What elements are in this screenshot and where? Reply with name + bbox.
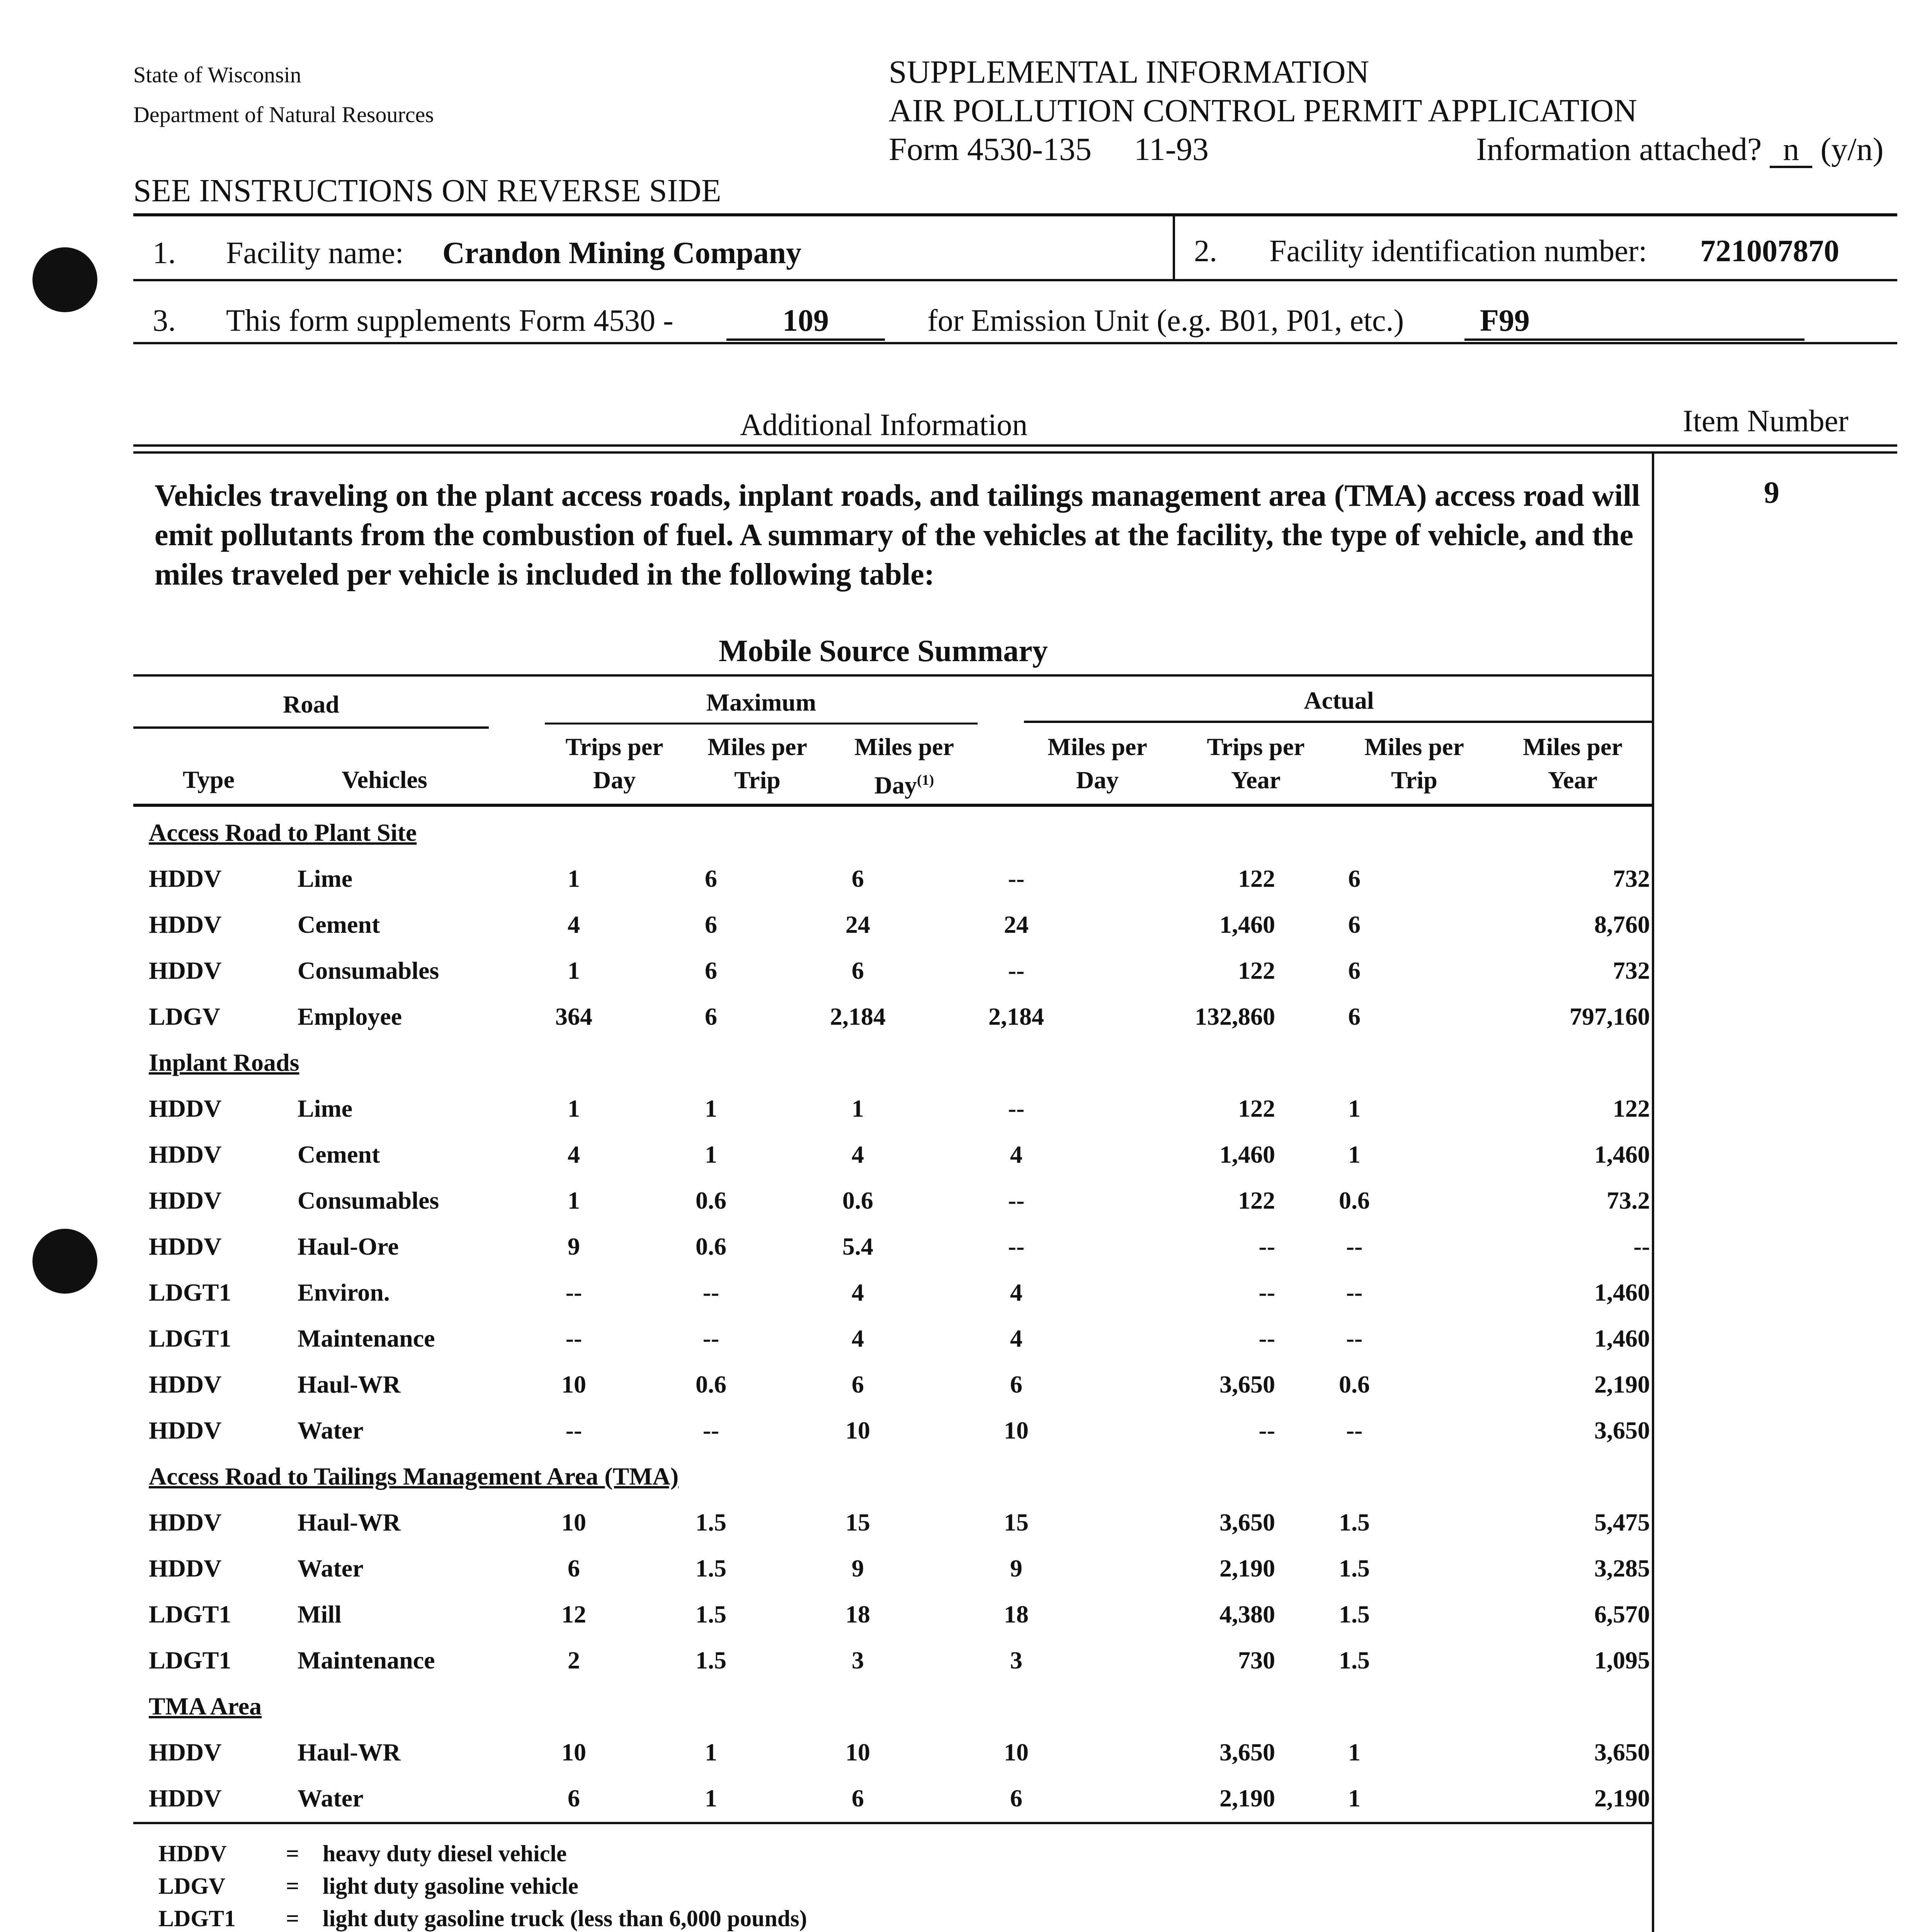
cell-max-miles-per-day: 2,184 [830, 1002, 886, 1030]
cell-vehicle: Haul-Ore [298, 1232, 399, 1260]
cell-type: LDGT1 [149, 1646, 231, 1674]
cell-vehicle: Maintenance [298, 1646, 435, 1674]
additional-info-heading: Additional Information [740, 408, 1028, 442]
cell-type: HDDV [149, 1554, 222, 1582]
footnote-ref: (1) [917, 772, 934, 788]
cell-type: HDDV [149, 910, 222, 938]
table-row [149, 1545, 1650, 1591]
table-row [149, 1223, 1650, 1269]
table-row [149, 1131, 1650, 1177]
legend-abbr: HDDV [158, 1841, 227, 1866]
cell-max-trips-per-day: -- [565, 1416, 582, 1444]
cell-max-miles-per-trip: 1 [705, 1140, 717, 1168]
cell-max-trips-per-day: 10 [561, 1370, 586, 1398]
cell-act-miles-per-trip: -- [1346, 1278, 1363, 1306]
cell-act-miles-per-year: 2,190 [1594, 1370, 1650, 1398]
cell-max-miles-per-day: 1 [852, 1094, 864, 1122]
table-row [149, 1499, 1650, 1545]
cell-act-miles-per-day: -- [1008, 956, 1025, 984]
cell-act-miles-per-year: 732 [1613, 864, 1650, 892]
cell-act-miles-per-trip: 1.5 [1339, 1646, 1370, 1674]
cell-vehicle: Consumables [298, 956, 439, 984]
cell-act-miles-per-day: 6 [1010, 1370, 1022, 1398]
divider [545, 723, 978, 724]
cell-max-trips-per-day: 9 [568, 1232, 580, 1260]
legend-equals: = [286, 1906, 299, 1931]
cell-max-miles-per-day: 4 [852, 1324, 864, 1352]
cell-act-miles-per-year: 3,650 [1594, 1416, 1650, 1444]
section-row [149, 1453, 1650, 1499]
cell-act-miles-per-trip: 1 [1348, 1784, 1361, 1812]
section-label: Access Road to Plant Site [149, 818, 417, 846]
cell-vehicle: Cement [298, 910, 380, 938]
col-type-header: Type [183, 766, 235, 793]
cell-max-miles-per-day: 15 [845, 1508, 870, 1536]
divider [133, 1822, 1654, 1824]
cell-act-trips-per-year: -- [1259, 1324, 1275, 1352]
cell-max-miles-per-day: 6 [852, 1784, 864, 1812]
cell-act-miles-per-day: -- [1008, 1186, 1025, 1214]
cell-max-miles-per-trip: 6 [705, 864, 717, 892]
cell-vehicle: Water [298, 1784, 364, 1812]
cell-max-miles-per-day: 18 [845, 1600, 870, 1628]
cell-max-trips-per-day: 1 [568, 864, 580, 892]
cell-act-trips-per-year: -- [1259, 1232, 1275, 1260]
cell-vehicle: Employee [298, 1002, 402, 1030]
cell-vehicle: Water [298, 1554, 364, 1582]
header-text: Day [1076, 766, 1119, 794]
cell-act-trips-per-year: 1,460 [1219, 1140, 1275, 1168]
cell-type: HDDV [149, 1416, 222, 1444]
cell-act-miles-per-year: 1,460 [1594, 1140, 1650, 1168]
legend-item [158, 1902, 807, 1932]
group-road-header: Road [283, 690, 339, 718]
cell-type: HDDV [149, 1232, 222, 1260]
item-number-value: 9 [1764, 476, 1779, 510]
cell-act-miles-per-trip: 6 [1348, 864, 1361, 892]
cell-act-miles-per-day: -- [1008, 1094, 1025, 1122]
cell-max-miles-per-trip: 1.5 [696, 1508, 726, 1536]
cell-act-miles-per-trip: 6 [1348, 956, 1361, 984]
cell-act-trips-per-year: 132,860 [1195, 1002, 1275, 1030]
cell-type: LDGT1 [149, 1600, 231, 1628]
cell-vehicle: Haul-WR [298, 1370, 401, 1398]
section-row [149, 1039, 1650, 1085]
form-date: 11-93 [1134, 131, 1209, 167]
cell-act-miles-per-year: 73.2 [1607, 1186, 1650, 1214]
cell-vehicle: Haul-WR [298, 1738, 401, 1766]
table-row [149, 1085, 1650, 1131]
divider [1173, 216, 1175, 280]
cell-act-miles-per-trip: 1 [1348, 1738, 1361, 1766]
cell-type: HDDV [149, 1094, 222, 1122]
header-text: Day [593, 766, 636, 794]
table-row [149, 1177, 1650, 1223]
divider [133, 726, 489, 729]
cell-max-miles-per-trip: 1 [705, 1094, 717, 1122]
cell-vehicle: Maintenance [298, 1324, 435, 1352]
section-row [149, 1683, 1650, 1729]
col-act-tpy-header [1182, 730, 1329, 797]
cell-vehicle: Cement [298, 1140, 380, 1168]
cell-act-miles-per-day: -- [1008, 864, 1025, 892]
header-text: Trip [734, 766, 781, 794]
cell-act-trips-per-year: 122 [1238, 1094, 1275, 1122]
emission-unit-value: F99 [1464, 303, 1804, 341]
form-title-line1: SUPPLEMENTAL INFORMATION [889, 54, 1369, 90]
col-act-mpd-header [1024, 730, 1171, 797]
table-row [149, 1729, 1650, 1775]
cell-type: HDDV [149, 1784, 222, 1812]
divider [133, 804, 1654, 807]
table-row [149, 1315, 1650, 1361]
cell-max-miles-per-trip: 0.6 [696, 1232, 726, 1260]
cell-max-trips-per-day: 364 [555, 1002, 592, 1030]
legend-abbr: LDGV [158, 1873, 226, 1899]
cell-vehicle: Lime [298, 864, 353, 892]
header-text: Miles per [707, 733, 807, 760]
divider [133, 451, 1897, 454]
facility-name-label: Facility name: [226, 236, 404, 270]
cell-act-miles-per-day: 15 [1004, 1508, 1029, 1536]
cell-act-miles-per-year: -- [1633, 1232, 1650, 1260]
cell-type: HDDV [149, 864, 222, 892]
cell-act-trips-per-year: -- [1259, 1416, 1275, 1444]
cell-max-miles-per-day: 3 [852, 1646, 864, 1674]
cell-type: HDDV [149, 956, 222, 984]
cell-act-miles-per-day: 10 [1004, 1738, 1029, 1766]
cell-max-miles-per-trip: -- [702, 1278, 719, 1306]
intro-paragraph: Vehicles traveling on the plant access roads, inplant roads, and tailings management area (TMA) access road will emit pollutants from the combustion of fuel. A summary of the vehicles at the facility, the type of vehicle, and the miles traveled per vehicle is included in the following table: [155, 479, 1640, 592]
cell-act-miles-per-day: 24 [1004, 910, 1029, 938]
cell-max-miles-per-trip: -- [702, 1324, 719, 1352]
cell-act-miles-per-trip: 0.6 [1339, 1370, 1370, 1398]
cell-act-miles-per-year: 8,760 [1594, 910, 1650, 938]
cell-act-miles-per-year: 3,285 [1594, 1554, 1650, 1582]
header-text: Year [1548, 766, 1597, 794]
cell-act-miles-per-year: 122 [1613, 1094, 1650, 1122]
cell-max-trips-per-day: 4 [568, 1140, 580, 1168]
cell-act-miles-per-trip: 6 [1348, 910, 1361, 938]
table-row [149, 1775, 1650, 1821]
cell-act-trips-per-year: 122 [1238, 864, 1275, 892]
cell-max-miles-per-trip: 0.6 [696, 1370, 726, 1398]
legend-item [158, 1837, 807, 1870]
cell-act-miles-per-trip: -- [1346, 1232, 1363, 1260]
legend-abbr: LDGT1 [158, 1906, 236, 1931]
cell-type: LDGT1 [149, 1324, 231, 1352]
header-text: Miles per [854, 733, 954, 760]
cell-max-miles-per-trip: 0.6 [696, 1186, 726, 1214]
col-max-trips-header [541, 730, 688, 797]
table-row [149, 1637, 1650, 1683]
cell-act-miles-per-day: -- [1008, 1232, 1025, 1260]
cell-max-miles-per-day: 6 [852, 864, 864, 892]
cell-max-miles-per-trip: 1 [705, 1738, 717, 1766]
cell-act-miles-per-year: 3,650 [1594, 1738, 1650, 1766]
cell-max-trips-per-day: 2 [568, 1646, 580, 1674]
agency-line2: Department of Natural Resources [133, 102, 434, 127]
cell-act-trips-per-year: 2,190 [1219, 1554, 1275, 1582]
form-number: Form 4530-135 [889, 131, 1092, 167]
cell-max-trips-per-day: 1 [568, 1094, 580, 1122]
abbreviation-legend [158, 1837, 807, 1932]
col-max-mpt-header [688, 730, 827, 797]
cell-act-miles-per-year: 797,160 [1570, 1002, 1650, 1030]
cell-max-miles-per-trip: 6 [705, 1002, 717, 1030]
cell-act-miles-per-trip: 1.5 [1339, 1508, 1370, 1536]
cell-max-miles-per-day: 4 [852, 1278, 864, 1306]
cell-act-trips-per-year: 3,650 [1219, 1370, 1275, 1398]
cell-act-trips-per-year: 730 [1238, 1646, 1275, 1674]
divider [133, 674, 1654, 677]
cell-act-miles-per-day: 18 [1004, 1600, 1029, 1628]
cell-max-miles-per-trip: 1.5 [696, 1600, 726, 1628]
cell-max-miles-per-trip: 1.5 [696, 1646, 726, 1674]
header-text: Trip [1391, 766, 1437, 794]
cell-max-trips-per-day: 4 [568, 910, 580, 938]
table-row [149, 1591, 1650, 1637]
punch-hole [32, 1229, 97, 1294]
cell-max-miles-per-trip: 6 [705, 910, 717, 938]
cell-max-trips-per-day: 6 [568, 1784, 580, 1812]
table-row [149, 1361, 1650, 1407]
cell-type: LDGV [149, 1002, 220, 1030]
cell-act-miles-per-trip: 1.5 [1339, 1554, 1370, 1582]
header-text: Miles per [1523, 733, 1622, 760]
group-maximum-header: Maximum [706, 689, 816, 716]
table-row [149, 901, 1650, 947]
cell-max-miles-per-trip: 6 [705, 956, 717, 984]
cell-max-trips-per-day: -- [565, 1324, 582, 1352]
item-number-heading: Item Number [1683, 404, 1849, 438]
cell-act-miles-per-year: 1,095 [1594, 1646, 1650, 1674]
cell-act-miles-per-day: 2,184 [988, 1002, 1044, 1030]
cell-max-miles-per-day: 0.6 [842, 1186, 873, 1214]
cell-max-miles-per-day: 9 [852, 1554, 864, 1582]
col-act-mpt-header [1345, 730, 1484, 797]
col-act-mpy-header [1499, 730, 1646, 797]
cell-act-miles-per-trip: -- [1346, 1324, 1363, 1352]
divider [133, 444, 1897, 447]
legend-item [158, 1870, 807, 1902]
cell-vehicle: Haul-WR [298, 1508, 401, 1536]
header-text: Trips per [1207, 733, 1305, 760]
cell-type: HDDV [149, 1186, 222, 1214]
cell-act-miles-per-day: 10 [1004, 1416, 1029, 1444]
emission-unit-label: for Emission Unit (e.g. B01, P01, etc.) [927, 304, 1404, 338]
cell-max-trips-per-day: -- [565, 1278, 582, 1306]
divider [1024, 721, 1654, 723]
cell-type: HDDV [149, 1140, 222, 1168]
header-text: Year [1231, 766, 1281, 794]
cell-vehicle: Environ. [298, 1278, 390, 1306]
field-2-number: 2. [1194, 234, 1217, 268]
cell-act-trips-per-year: 2,190 [1219, 1784, 1275, 1812]
info-attached-label: Information attached? [1476, 131, 1762, 167]
cell-act-miles-per-year: 732 [1613, 956, 1650, 984]
supplements-label: This form supplements Form 4530 - [226, 304, 673, 338]
form-title-line2: AIR POLLUTION CONTROL PERMIT APPLICATION [889, 93, 1637, 129]
cell-max-miles-per-day: 6 [852, 1370, 864, 1398]
cell-max-miles-per-trip: -- [702, 1416, 719, 1444]
cell-act-trips-per-year: 1,460 [1219, 910, 1275, 938]
cell-act-miles-per-day: 4 [1010, 1324, 1022, 1352]
table-row [149, 993, 1650, 1039]
cell-act-miles-per-year: 5,475 [1594, 1508, 1650, 1536]
header-text: Day [874, 771, 917, 799]
cell-act-miles-per-trip: 1 [1348, 1140, 1361, 1168]
cell-act-trips-per-year: 3,650 [1219, 1738, 1275, 1766]
cell-act-trips-per-year: 122 [1238, 956, 1275, 984]
info-attached-hint: (y/n) [1820, 131, 1884, 167]
cell-max-miles-per-day: 4 [852, 1140, 864, 1168]
section-label: Access Road to Tailings Management Area (TMA) [149, 1462, 679, 1490]
divider [133, 342, 1897, 344]
table-title: Mobile Source Summary [719, 634, 1048, 668]
cell-act-miles-per-day: 9 [1010, 1554, 1022, 1582]
cell-act-miles-per-year: 6,570 [1594, 1600, 1650, 1628]
table-row [149, 855, 1650, 901]
cell-act-miles-per-trip: 1 [1348, 1094, 1361, 1122]
cell-type: HDDV [149, 1738, 222, 1766]
cell-max-miles-per-day: 10 [845, 1416, 870, 1444]
cell-act-trips-per-year: -- [1259, 1278, 1275, 1306]
cell-type: LDGT1 [149, 1278, 231, 1306]
section-label: TMA Area [149, 1692, 262, 1720]
field-3-number: 3. [153, 304, 176, 338]
cell-act-miles-per-year: 2,190 [1594, 1784, 1650, 1812]
header-text: Miles per [1048, 733, 1147, 760]
cell-act-miles-per-trip: 0.6 [1339, 1186, 1370, 1214]
cell-vehicle: Consumables [298, 1186, 439, 1214]
cell-act-miles-per-trip: 6 [1348, 1002, 1361, 1030]
col-max-mpd-header [831, 730, 978, 802]
cell-max-miles-per-trip: 1.5 [696, 1554, 726, 1582]
header-text: Trips per [565, 733, 663, 760]
mobile-source-table [149, 810, 1650, 1821]
cell-max-miles-per-trip: 1 [705, 1784, 717, 1812]
cell-act-miles-per-day: 4 [1010, 1140, 1022, 1168]
cell-vehicle: Water [298, 1416, 364, 1444]
instructions-note: SEE INSTRUCTIONS ON REVERSE SIDE [133, 173, 721, 209]
facility-id-label: Facility identification number: [1269, 234, 1647, 268]
cell-act-miles-per-day: 4 [1010, 1278, 1022, 1306]
cell-act-miles-per-trip: -- [1346, 1416, 1363, 1444]
legend-equals: = [286, 1841, 299, 1866]
cell-act-miles-per-day: 6 [1010, 1784, 1022, 1812]
col-vehicles-header: Vehicles [342, 766, 427, 793]
legend-desc: light duty gasoline truck (less than 6,000 pounds) [323, 1906, 807, 1931]
cell-vehicle: Lime [298, 1094, 353, 1122]
cell-act-trips-per-year: 4,380 [1219, 1600, 1275, 1628]
cell-type: HDDV [149, 1508, 222, 1536]
cell-act-trips-per-year: 122 [1238, 1186, 1275, 1214]
info-attached [1476, 133, 1884, 168]
agency-line1: State of Wisconsin [133, 62, 301, 87]
legend-desc: light duty gasoline vehicle [323, 1873, 578, 1899]
cell-max-trips-per-day: 10 [561, 1508, 586, 1536]
table-row [149, 1269, 1650, 1315]
cell-act-miles-per-trip: 1.5 [1339, 1600, 1370, 1628]
header-text [831, 764, 978, 802]
cell-act-trips-per-year: 3,650 [1219, 1508, 1275, 1536]
cell-act-miles-per-day: 3 [1010, 1646, 1022, 1674]
divider [133, 279, 1897, 281]
punch-hole [32, 247, 97, 312]
section-label: Inplant Roads [149, 1048, 299, 1076]
cell-max-trips-per-day: 1 [568, 956, 580, 984]
facility-id-value: 721007870 [1700, 234, 1839, 268]
info-attached-value: n [1770, 133, 1812, 168]
cell-act-miles-per-year: 1,460 [1594, 1324, 1650, 1352]
table-row [149, 947, 1650, 993]
facility-name-value: Crandon Mining Company [442, 236, 802, 270]
cell-max-miles-per-day: 10 [845, 1738, 870, 1766]
cell-vehicle: Mill [298, 1600, 342, 1628]
supplements-form-value: 109 [726, 303, 885, 341]
cell-max-miles-per-day: 6 [852, 956, 864, 984]
cell-max-miles-per-day: 24 [845, 910, 870, 938]
field-1-number: 1. [153, 236, 176, 270]
cell-max-trips-per-day: 1 [568, 1186, 580, 1214]
cell-max-trips-per-day: 12 [561, 1600, 586, 1628]
divider [133, 213, 1897, 216]
cell-max-trips-per-day: 6 [568, 1554, 580, 1582]
cell-type: HDDV [149, 1370, 222, 1398]
header-text: Miles per [1364, 733, 1464, 760]
group-actual-header: Actual [1304, 687, 1374, 714]
cell-max-trips-per-day: 10 [561, 1738, 586, 1766]
cell-act-miles-per-year: 1,460 [1594, 1278, 1650, 1306]
cell-max-miles-per-day: 5.4 [842, 1232, 873, 1260]
legend-equals: = [286, 1873, 299, 1899]
legend-desc: heavy duty diesel vehicle [323, 1841, 567, 1866]
table-row [149, 1407, 1650, 1453]
section-row [149, 810, 1650, 855]
